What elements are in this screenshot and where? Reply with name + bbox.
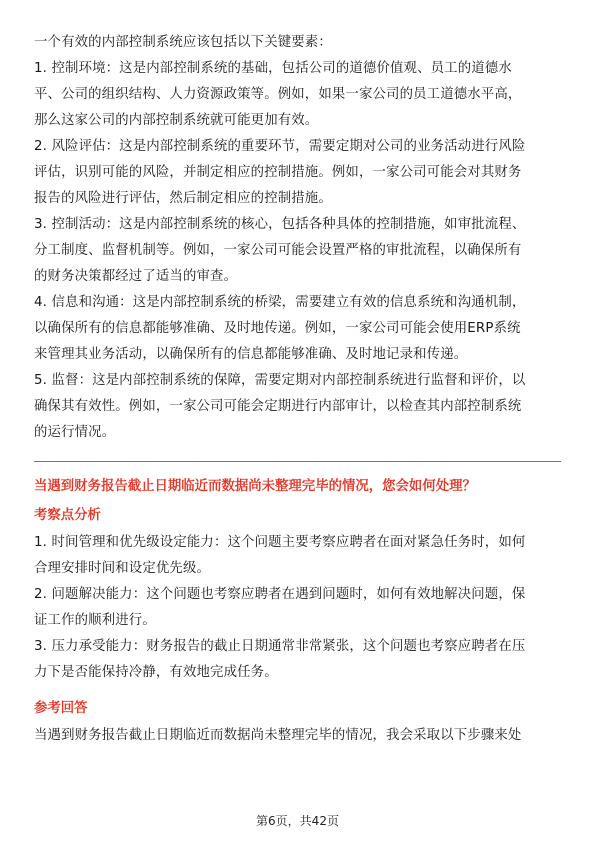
answer-line: 当遇到财务报告截止日期临近而数据尚未整理完毕的情况，我会采取以下步骤来处: [34, 728, 522, 743]
intro-item-line: 来管理其业务活动，以确保所有的信息都能够准确、及时地记录和传递。: [34, 347, 468, 362]
analysis-title: 考察点分析: [34, 508, 101, 523]
answer-title: 参考回答: [34, 701, 88, 716]
intro-item-line: 的运行情况。: [34, 425, 116, 440]
intro-item-line: 评估，识别可能的风险，并制定相应的控制措施。例如，一家公司可能会对其财务: [34, 165, 522, 180]
intro-item-line: 确保其有效性。例如，一家公司可能会定期进行内部审计，以检查其内部控制系统: [34, 399, 522, 414]
document-page: [34, 30, 561, 749]
interview-question: 当遇到财务报告截止日期临近而数据尚未整理完毕的情况，您会如何处理？: [34, 479, 476, 494]
analysis-item-1: [34, 530, 561, 582]
intro-item-line: 1. 控制环境：这是内部控制系统的基础，包括公司的道德价值观、员工的道德水: [34, 61, 512, 76]
intro-item-2: [34, 134, 561, 212]
intro-item-4: [34, 290, 561, 368]
intro-item-1: [34, 56, 561, 134]
intro-lead: 一个有效的内部控制系统应该包括以下关键要素：: [34, 35, 332, 50]
analysis-item-line: 合理安排时间和设定优先级。: [34, 561, 211, 576]
page-number: 第6页，共42页: [256, 814, 339, 828]
analysis-item-line: 证工作的顺利进行。: [34, 613, 156, 628]
analysis-item-2: [34, 582, 561, 634]
analysis-item-line: 力下是否能保持冷静，有效地完成任务。: [34, 665, 278, 680]
intro-item-3: [34, 212, 561, 290]
intro-item-line: 5. 监督：这是内部控制系统的保障，需要定期对内部控制系统进行监督和评价，以: [34, 373, 526, 388]
intro-item-line: 以确保所有的信息都能够准确、及时地传递。例如，一家公司可能会使用ERP系统: [34, 321, 521, 336]
analysis-item-3: [34, 634, 561, 686]
intro-item-line: 那么这家公司的内部控制系统就可能更加有效。: [34, 113, 319, 128]
analysis-item-line: 3. 压力承受能力：财务报告的截止日期通常非常紧张，这个问题也考察应聘者在压: [34, 639, 526, 654]
intro-item-line: 分工制度、监督机制等。例如，一家公司可能会设置严格的审批流程，以确保所有: [34, 243, 522, 258]
intro-item-line: 3. 控制活动：这是内部控制系统的核心，包括各种具体的控制措施，如审批流程、: [34, 217, 526, 232]
analysis-item-line: 1. 时间管理和优先级设定能力：这个问题主要考察应聘者在面对紧急任务时，如何: [34, 535, 526, 550]
intro-item-5: [34, 368, 561, 446]
section-divider: [34, 461, 561, 462]
intro-item-line: 4. 信息和沟通：这是内部控制系统的桥梁，需要建立有效的信息系统和沟通机制，: [34, 295, 526, 310]
intro-item-line: 报告的风险进行评估，然后制定相应的控制措施。: [34, 191, 332, 206]
intro-item-line: 平、公司的组织结构、人力资源政策等。例如，如果一家公司的员工道德水平高，: [34, 87, 522, 102]
intro-item-line: 2. 风险评估：这是内部控制系统的重要环节，需要定期对公司的业务活动进行风险: [34, 139, 526, 154]
analysis-item-line: 2. 问题解决能力：这个问题也考察应聘者在遇到问题时，如何有效地解决问题，保: [34, 587, 526, 602]
intro-item-line: 的财务决策都经过了适当的审查。: [34, 269, 238, 284]
